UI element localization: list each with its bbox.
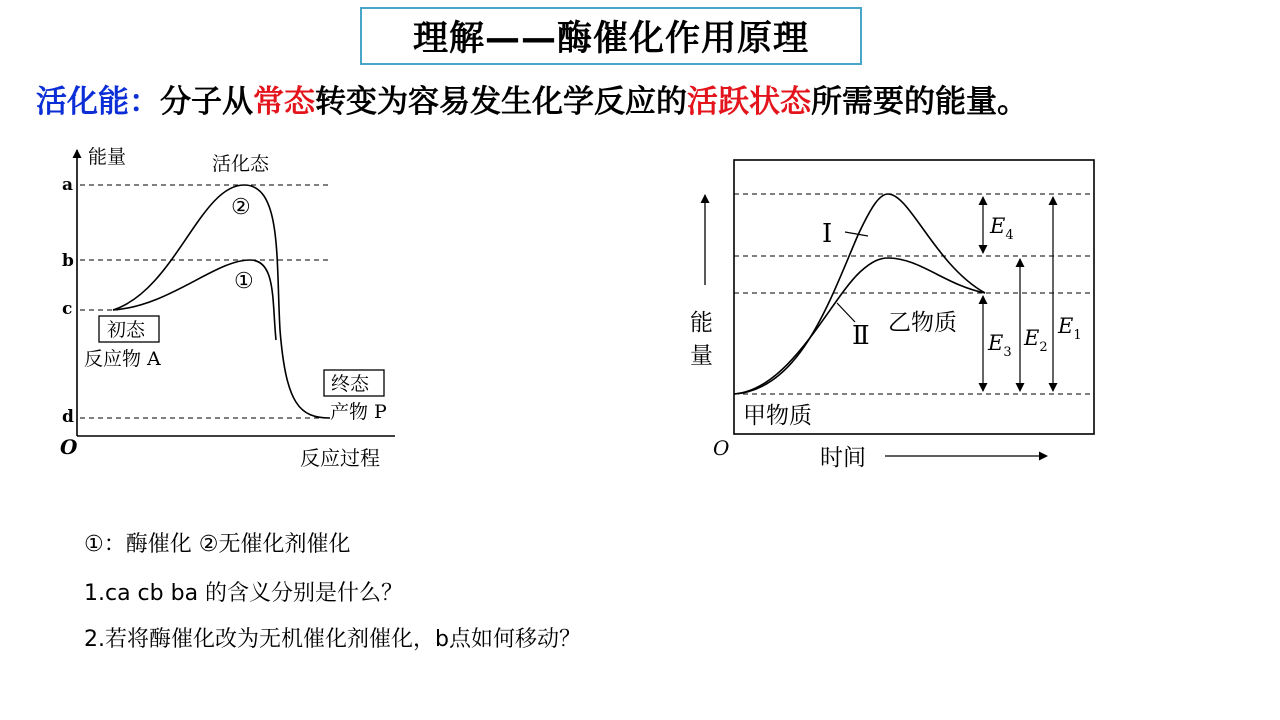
e2-label	[1023, 326, 1048, 355]
left-origin: O	[60, 435, 78, 459]
curve-2-marker: ②	[231, 195, 251, 220]
e1-subscript: 1	[1073, 328, 1082, 343]
e1-label	[1057, 314, 1082, 343]
right-energy-diagram	[690, 160, 1094, 471]
curve-legend-note: ①：酶催化 ②无催化剂催化	[84, 532, 351, 557]
right-y-label-2: 量	[690, 343, 713, 369]
left-y-axis-label: 能量	[88, 146, 127, 168]
right-x-label: 时间	[820, 445, 866, 471]
e3-subscript: 3	[1003, 345, 1012, 360]
level-c-label: c	[62, 299, 73, 319]
e1-letter: E	[1058, 314, 1074, 338]
final-state-label: 终态	[331, 373, 370, 395]
e4-letter: E	[990, 214, 1006, 238]
definition-part-2: 转变为容易发生化学反应的	[315, 84, 687, 120]
product-label: 产物 P	[330, 401, 387, 423]
right-origin: O	[713, 436, 730, 460]
right-y-label-1: 能	[690, 310, 713, 336]
page-title: 理解——酶催化作用原理	[360, 7, 862, 65]
curve-I	[734, 194, 985, 394]
question-2: 2.若将酶催化改为无机催化剂催化，b点如何移动？	[84, 627, 581, 652]
activated-state-label: 活化态	[212, 153, 270, 175]
level-b-label: b	[62, 251, 74, 271]
curve-I-pointer	[845, 232, 868, 236]
right-frame	[734, 160, 1094, 434]
left-x-axis-label: 反应过程	[300, 446, 380, 470]
curve-I-label: Ⅰ	[822, 219, 833, 249]
curve-uncatalyzed	[113, 185, 330, 418]
definition-highlight-normal-state: 常态	[253, 84, 315, 120]
curve-II-label: Ⅱ	[852, 321, 870, 351]
initial-state-label: 初态	[107, 319, 146, 341]
definition-highlight-active-state: 活跃状态	[687, 84, 811, 120]
e4-label	[989, 214, 1014, 243]
e3-letter: E	[988, 331, 1004, 355]
question-1: 1.ca cb ba 的含义分别是什么？	[84, 581, 404, 606]
definition-label: 活化能：	[36, 84, 160, 120]
e4-subscript: 4	[1005, 228, 1014, 243]
left-energy-diagram	[60, 146, 395, 470]
definition-part-1: 分子从	[160, 84, 253, 120]
e2-subscript: 2	[1039, 340, 1048, 355]
definition-part-3: 所需要的能量。	[811, 84, 1028, 120]
e2-letter: E	[1024, 326, 1040, 350]
curve-1-marker: ①	[234, 269, 254, 294]
level-d-label: d	[62, 407, 74, 427]
substance-a-label: 甲物质	[743, 403, 812, 429]
reactant-label: 反应物 A	[84, 348, 161, 370]
e3-label	[987, 331, 1012, 360]
substance-b-label: 乙物质	[888, 310, 957, 336]
curve-II-pointer	[837, 303, 855, 322]
level-a-label: a	[62, 175, 74, 195]
